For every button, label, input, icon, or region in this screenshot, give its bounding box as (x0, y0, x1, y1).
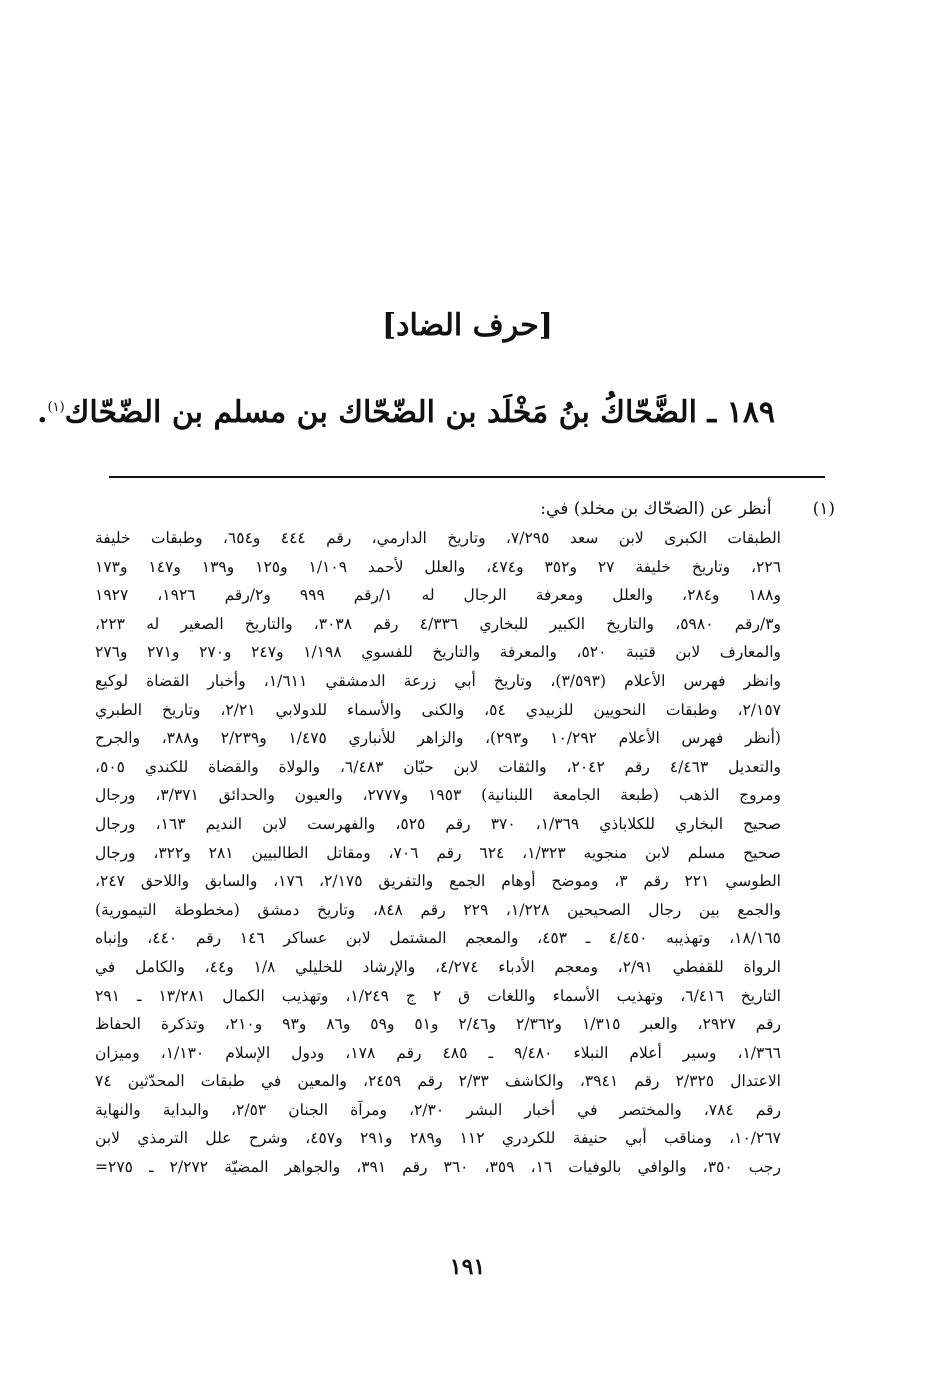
footnote-line: و٣/رقم ٥٩٨٠، والتاريخ الكبير للبخاري ٤/٣٣٦ رقم ٣٠٣٨، والتاريخ الصغير له ٢٢٣، (95, 614, 781, 633)
footnote-line: الطوسي ٢٢١ رقم ٣، وموضح أوهام الجمع والتفريق ٢/١٧٥، ١٧٦، والسابق واللاحق ٢٤٧، (95, 872, 781, 891)
footnote-head (95, 494, 835, 524)
footnote-line: والمعارف لابن قتيبة ٥٢٠، والمعرفة والتاريخ للفسوي ١/١٩٨ و٢٤٧ و٢٧٠ و٢٧١ و٢٧٦ (95, 643, 781, 662)
footnote-line: ١٨/١٦٥، وتهذيبه ٤/٤٥٠ ـ ٤٥٣، والمعجم المشتمل لابن عساكر ١٤٦ رقم ٤٤٠، وإنباه (95, 929, 781, 948)
entry-title-end: . (37, 395, 48, 430)
entry-title-text: ١٨٩ ـ الضَّحّاكُ بنُ مَخْلَد بن الضّحّاك بن مسلم بن الضّحّاك (64, 395, 775, 430)
footnote-intro: أنظر عن (الضحّاك بن مخلد) في: (540, 499, 772, 519)
footnote-line: ١٠/٢٦٧، ومناقب أبي حنيفة للكردري ١١٢ و٢٨٩ و٢٩١ و٤٥٧، وشرح علل الترمذي لابن (95, 1129, 781, 1148)
footnote-marker: (١) (47, 400, 65, 415)
footnote-line: الاعتدال ٢/٣٢٥ رقم ٣٩٤١، والكاشف ٢/٣٣ رقم ٢٤٥٩، والمعين في طبقات المحدّثين ٧٤ (95, 1072, 781, 1091)
footnote-line: رقم ٢٩٢٧، والعبر ١/٣١٥ و٢/٣٦٢ و٢/٤٦ و٥١ و٥٩ و٨٦ و٩٣ و٢١٠، وتذكرة الحفاظ (95, 1015, 781, 1034)
footnote-line: و١٨٨ و٢٨٤، والعلل ومعرفة الرجال له ١/رقم ٩٩٩ و٢/رقم ١٩٢٦، ١٩٢٧ (95, 586, 781, 605)
section-heading: [حرف الضاد] (381, 308, 554, 343)
footnote-separator (109, 476, 825, 478)
footnote-line: رقم ٧٨٤، والمختصر في أخبار البشر ٢/٣٠، ومرآة الجنان ٢/٥٣، والبداية والنهاية (95, 1100, 781, 1119)
footnote-lines (95, 524, 781, 1182)
footnote-line: ومروج الذهب (طبعة الجامعة اللبنانية) ١٩٥٣ و٢٧٧٧، والعيون والحدائق ٣/٣٧١، ورجال (95, 786, 781, 805)
footnote-line: والتعديل ٤/٤٦٣ رقم ٢٠٤٢، والثقات لابن حبّان ٦/٤٨٣، والولاة والقضاة للكندي ٥٠٥، (95, 757, 781, 776)
footnote-line: التاريخ ٦/٤١٦، وتهذيب الأسماء واللغات ق ٢ ج ١/٢٤٩، وتهذيب الكمال ١٣/٢٨١ ـ ٢٩١ (95, 986, 781, 1005)
entry-title (37, 395, 775, 430)
footnote-line: الرواة للقفطي ٢/٩١، ومعجم الأدباء ٤/٢٧٤، والإرشاد للخليلي ١/٨ و٤٤، والكامل في (95, 957, 781, 976)
footnote-block (95, 494, 835, 1182)
footnote-number: (١) (812, 499, 835, 519)
page-number: ١٩١ (449, 1254, 486, 1280)
footnote-line: رجب ٣٥٠، والوافي بالوفيات ١٦، ٣٥٩، ٣٦٠ رقم ٣٩١، والجواهر المضيّة ٢/٢٧٢ ـ ٢٧٥= (95, 1158, 781, 1177)
footnote-line: ٢/١٥٧، وطبقات النحويين للزبيدي ٥٤، والكنى والأسماء للدولابي ٢/٢١، وتاريخ الطبري (95, 700, 781, 719)
footnote-line: صحيح مسلم لابن منجويه ١/٣٢٣، ٦٢٤ رقم ٧٠٦، ومقاتل الطالبيين ٢٨١ و٣٢٢، ورجال (95, 843, 781, 862)
footnote-line: وانظر فهرس الأعلام (٣/٥٩٣)، وتاريخ أبي زرعة الدمشقي ١/٦١١، وأخبار القضاة لوكيع (95, 671, 781, 690)
footnote-line: ١/٣٦٦، وسير أعلام النبلاء ٩/٤٨٠ ـ ٤٨٥ رقم ١٧٨، ودول الإسلام ١/١٣٠، وميزان (95, 1043, 781, 1062)
footnote-line: والجمع بين رجال الصحيحين ١/٢٢٨، ٢٢٩ رقم ٨٤٨، وتاريخ دمشق (مخطوطة التيمورية) (95, 900, 781, 919)
footnote-line: (أنظر فهرس الأعلام ١٠/٢٩٢ و٢٩٣)، والزاهر للأنباري ١/٤٧٥ و٢/٢٣٩ و٣٨٨، والجرح (95, 729, 781, 748)
footnote-line: صحيح البخاري للكلاباذي ١/٣٦٩، ٣٧٠ رقم ٥٢٥، والفهرست لابن النديم ١٦٣، ورجال (95, 814, 781, 833)
footnote-line: ٢٢٦، وتاريخ خليفة ٢٧ و٣٥٢ و٤٧٤، والعلل لأحمد ١/١٠٩ و١٢٥ و١٣٩ و١٤٧ و١٧٣ (95, 557, 781, 576)
footnote-line: الطبقات الكبرى لابن سعد ٧/٢٩٥، وتاريخ الدارمي، رقم ٤٤٤ و٦٥٤، وطبقات خليفة (95, 529, 781, 547)
